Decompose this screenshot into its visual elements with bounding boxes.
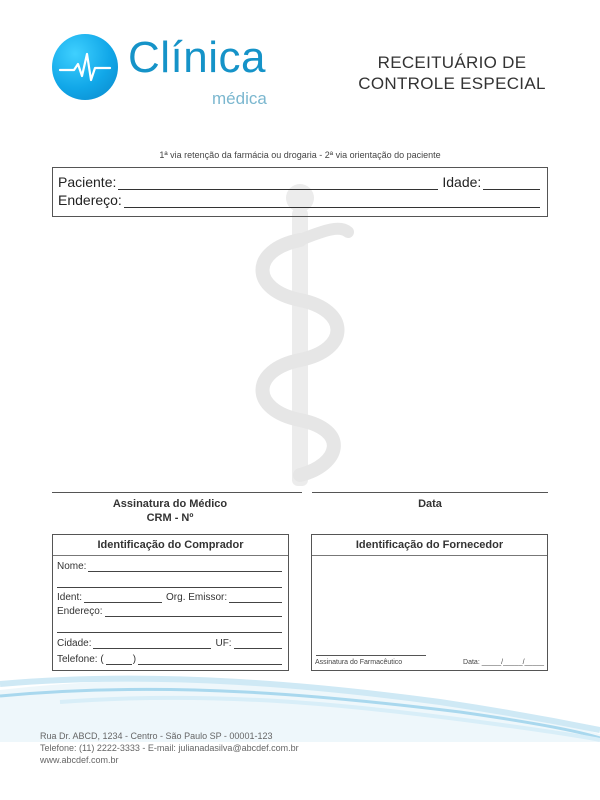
rod-of-asclepius-icon — [240, 180, 360, 490]
buyer-address-label: Endereço: — [57, 606, 103, 617]
doctor-label: Assinatura do Médico — [112, 498, 228, 510]
buyer-address-row — [57, 605, 282, 617]
buyer-address-field[interactable] — [105, 606, 282, 617]
buyer-divider — [53, 555, 288, 556]
footer — [40, 730, 299, 766]
doctor-signature-line[interactable] — [52, 492, 302, 493]
brand-subtitle: médica — [212, 89, 267, 108]
city-field[interactable] — [93, 638, 211, 649]
date-signature-line[interactable] — [312, 492, 548, 493]
buyer-title: Identificação do Comprador — [97, 539, 244, 551]
ident-label: Ident: — [57, 592, 83, 603]
pharmacist-signature-label: Assinatura do Farmacêutico — [315, 659, 403, 666]
via-note: 1ª via retenção da farmácia ou drogaria - 2ª via orientação do paciente — [159, 150, 441, 160]
supplier-footer — [315, 659, 544, 666]
page-title — [342, 52, 562, 94]
phone-label: Telefone: ( — [57, 654, 104, 665]
age-label: Idade: — [442, 174, 482, 190]
buyer-name-row — [57, 560, 282, 572]
footer-address: Rua Dr. ABCD, 1234 - Centro - São Paulo SP - 00001-123 — [40, 731, 273, 741]
phone-close-label: ) — [132, 654, 137, 665]
buyer-phone-row — [57, 653, 282, 665]
brand-name: Clínica — [128, 33, 266, 82]
supplier-title: Identificação do Fornecedor — [355, 539, 504, 551]
city-label: Cidade: — [57, 638, 92, 649]
heartbeat-icon — [52, 34, 118, 100]
phone-area-field[interactable] — [106, 654, 132, 665]
supplier-date-label: Data: _____/_____/_____ — [463, 659, 544, 666]
buyer-name-row-2 — [57, 576, 282, 588]
address-field[interactable] — [124, 195, 540, 208]
footer-contact: Telefone: (11) 2222-3333 - E-mail: julianadasilva@abcdef.com.br — [40, 743, 299, 753]
uf-field[interactable] — [234, 638, 282, 649]
buyer-address-row-2 — [57, 621, 282, 633]
footer-website[interactable]: www.abcdef.com.br — [40, 755, 119, 765]
buyer-ident-row — [57, 591, 282, 603]
supplier-divider — [312, 555, 547, 556]
uf-label: UF: — [215, 638, 232, 649]
ident-field[interactable] — [84, 592, 162, 603]
patient-name-row — [58, 174, 542, 190]
date-label: Data — [418, 498, 442, 510]
supplier-box — [311, 534, 548, 671]
buyer-box — [52, 534, 289, 671]
pharmacist-signature-line[interactable] — [316, 655, 426, 656]
doctor-signature-label — [52, 497, 288, 525]
buyer-name-field-2[interactable] — [57, 577, 282, 588]
patient-name-field[interactable] — [118, 177, 438, 190]
org-emissor-label: Org. Emissor: — [166, 592, 228, 603]
patient-address-row — [58, 192, 542, 208]
patient-name-label: Paciente: — [58, 174, 117, 190]
org-emissor-field[interactable] — [229, 592, 282, 603]
age-field[interactable] — [483, 177, 540, 190]
buyer-city-row — [57, 637, 282, 649]
title-line-1: RECEITUÁRIO DE — [377, 53, 527, 72]
address-label: Endereço: — [58, 192, 122, 208]
buyer-name-field[interactable] — [88, 561, 282, 572]
buyer-address-field-2[interactable] — [57, 622, 282, 633]
phone-field[interactable] — [138, 654, 282, 665]
patient-box — [52, 167, 548, 217]
crm-label: CRM - Nº — [146, 512, 194, 524]
buyer-name-label: Nome: — [57, 561, 87, 572]
title-line-2: CONTROLE ESPECIAL — [358, 74, 546, 93]
